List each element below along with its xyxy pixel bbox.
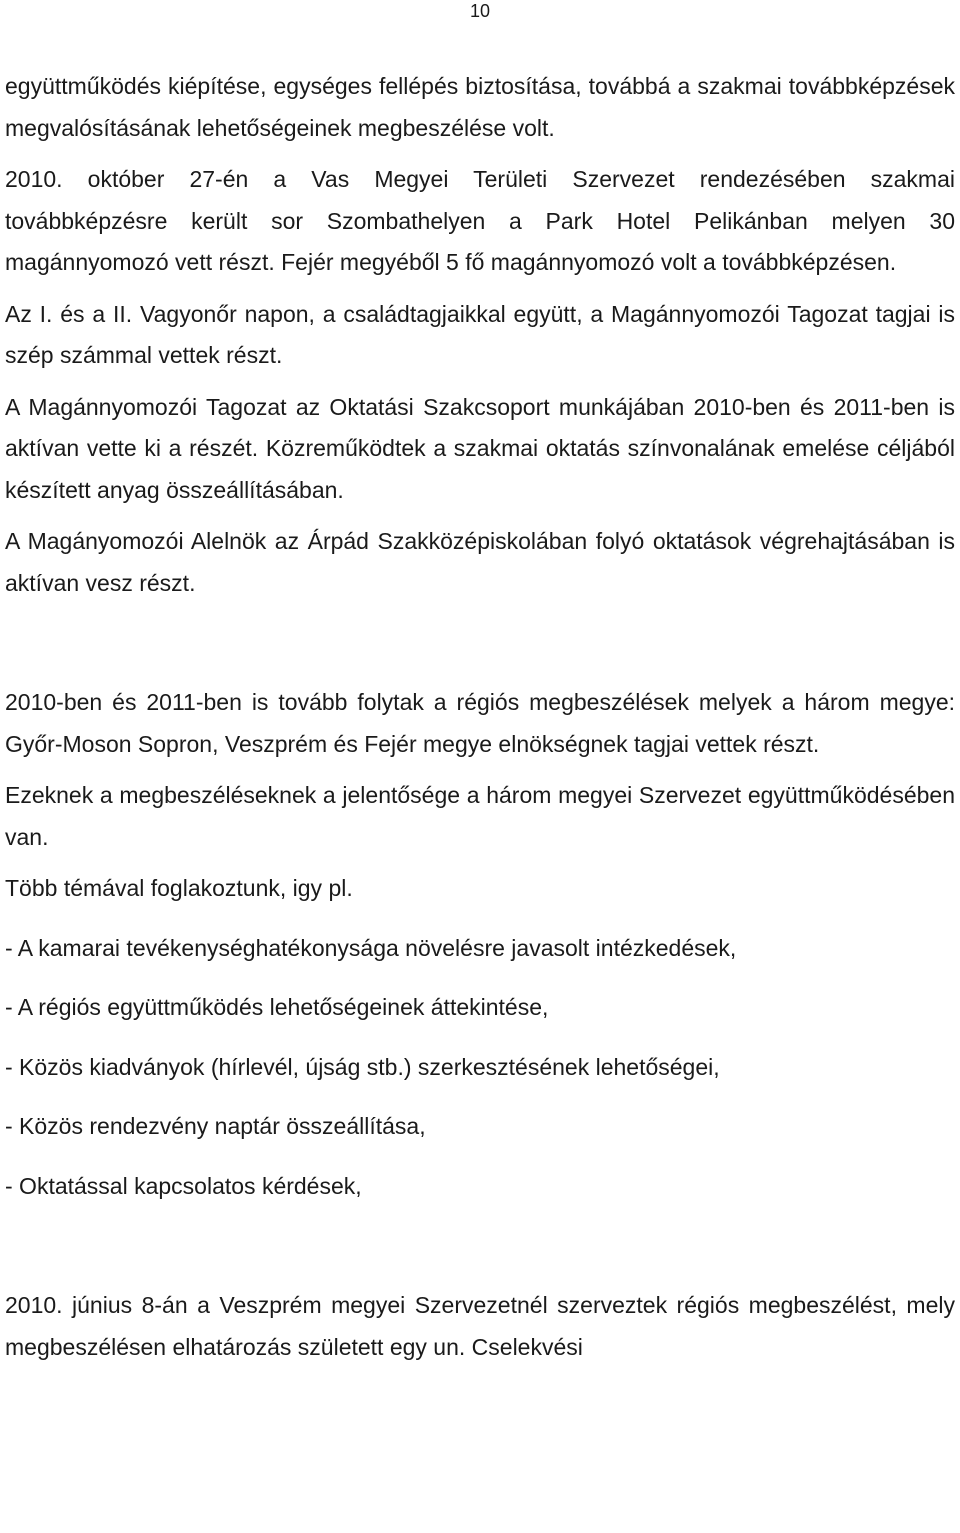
- paragraph-topics-intro: Több témával foglakoztunk, igy pl.: [5, 875, 353, 901]
- paragraph-closing: 2010. június 8-án a Veszprém megyei Szervezetnél szerveztek régiós megbeszélést, mely megbeszélésen elhatározás született egy un. Cselekvési: [5, 1292, 955, 1360]
- list-item: - A kamarai tevékenységhatékonysága növelésre javasolt intézkedések,: [5, 934, 737, 961]
- paragraph-security-day: Az I. és a II. Vagyonőr napon, a családtagjaikkal együtt, a Magánnyomozói Tagozat tagjai is szép számmal vettek részt.: [5, 300, 955, 368]
- paragraph-cooperation: együttműködés kiépítése, egységes fellépés biztosítása, továbbá a szakmai továbbképzések megvalósításának lehetőségeinek megbeszélése volt.: [5, 73, 955, 141]
- page-body: [5, 66, 955, 1368]
- list-item: - Közös kiadványok (hírlevél, újság stb.) szerkesztésének lehetőségei,: [5, 1053, 720, 1080]
- paragraph-vice-president: A Magányomozói Alelnök az Árpád Szakközépiskolában folyó oktatások végrehajtásában is aktívan vesz részt.: [5, 528, 955, 596]
- page-number: 10: [469, 1, 491, 21]
- paragraph-education-group: A Magánnyomozói Tagozat az Oktatási Szakcsoport munkájában 2010-ben és 2011-ben is aktívan vette ki a részét. Közreműködtek a szakmai oktatás színvonalának emelése céljából készített anyag összeállításában.: [5, 393, 955, 503]
- list-item: - Oktatással kapcsolatos kérdések,: [5, 1172, 362, 1199]
- paragraph-vas-training: 2010. október 27-én a Vas Megyei Területi Szervezet rendezésében szakmai továbbképzésre került sor Szombathelyen a Park Hotel Pelikánban melyen 30 magánnyomozó vett részt. Fejér megyéből 5 fő magánnyomozó volt a továbbképzésen.: [5, 166, 955, 275]
- paragraph-significance: Ezeknek a megbeszéléseknek a jelentősége a három megyei Szervezet együttműködésében van.: [5, 782, 955, 850]
- paragraph-regional-meetings: 2010-ben és 2011-ben is tovább folytak a régiós megbeszélések melyek a három megye: Győr-Moson Sopron, Veszprém és Fejér megye elnökségnek tagjai vettek részt.: [5, 689, 955, 757]
- list-item: - A régiós együttműködés lehetőségeinek áttekintése,: [5, 994, 549, 1020]
- list-item: - Közös rendezvény naptár összeállítása,: [5, 1113, 426, 1139]
